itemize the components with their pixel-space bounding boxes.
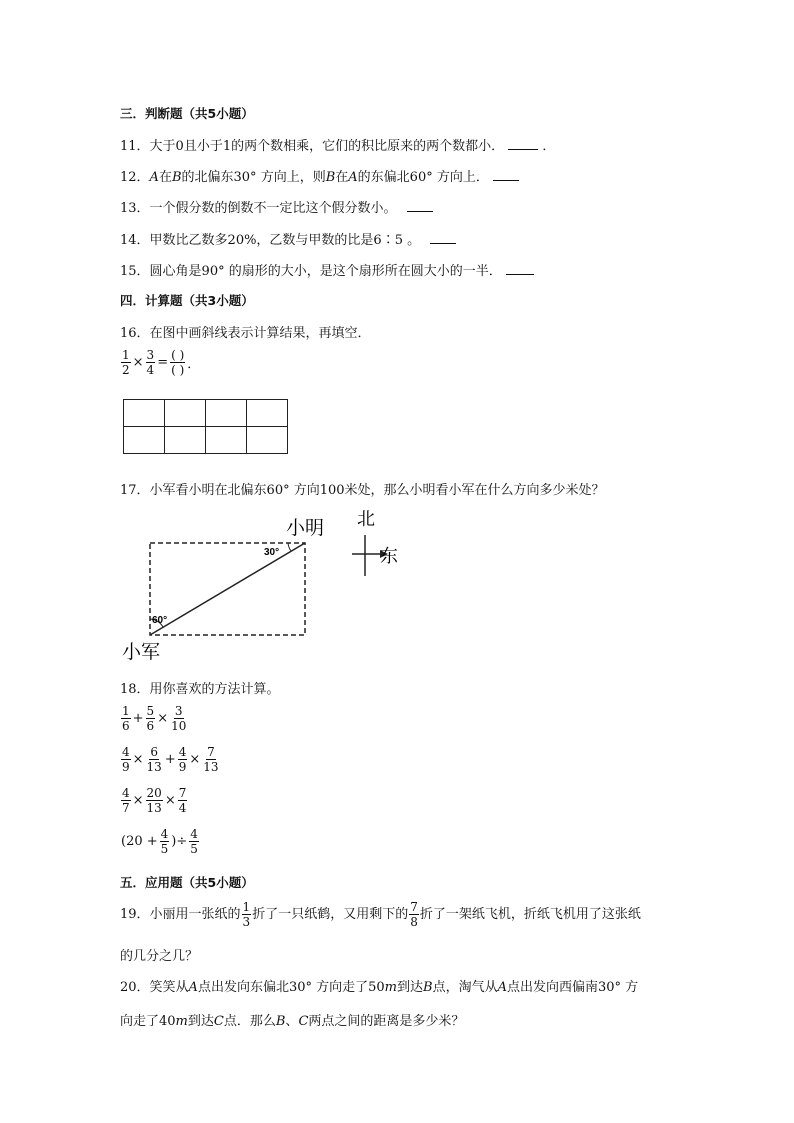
section-3-title: 三．判断题（共5小题）: [120, 106, 254, 121]
operator: +: [132, 711, 144, 726]
question-11-text: 11．大于0且小于1的两个数相乘，它们的积比原来的两个数都小．: [120, 139, 505, 154]
question-11-tail: ．: [542, 139, 556, 154]
q20-point-c: C: [213, 1014, 224, 1029]
question-11: [120, 135, 555, 154]
fraction: [146, 704, 156, 733]
angle-label-bottom: 60°: [152, 615, 168, 626]
question-19: [120, 900, 641, 929]
q20-point-a: A: [188, 980, 198, 995]
answer-blank-14[interactable]: [430, 231, 456, 244]
numerator: 4: [190, 827, 198, 841]
numerator: 7: [178, 786, 187, 800]
denominator: 4: [146, 363, 155, 377]
numerator: 4: [178, 745, 187, 759]
question-13-text: 13．一个假分数的倒数不一定比这个假分数小。: [120, 201, 397, 216]
q20-unit: m: [384, 980, 397, 995]
numerator: 6: [150, 745, 158, 759]
denominator: 13: [146, 801, 162, 815]
numerator: 1: [122, 704, 130, 718]
shading-grid: [123, 399, 288, 454]
fraction: [146, 745, 163, 774]
denominator: 4: [178, 801, 187, 815]
question-18-text: 18．用你喜欢的方法计算。: [120, 682, 280, 697]
q20-point-b: B: [275, 1014, 286, 1029]
denominator: 8: [410, 915, 418, 929]
answer-blank-13[interactable]: [407, 199, 433, 212]
q20-point-a: A: [497, 980, 507, 995]
question-13: [120, 197, 433, 216]
q20-unit: m: [175, 1014, 188, 1029]
operator: (20 +: [121, 834, 158, 849]
operator: =: [157, 355, 169, 370]
denominator: 13: [203, 760, 219, 774]
connecting-line: [150, 543, 305, 635]
q20-part: 、: [285, 1014, 299, 1029]
q20-part: 点出发向西偏南30° 方: [506, 980, 639, 995]
q12-part: 的北偏东30° 方向上，则: [181, 170, 326, 185]
denominator: 6: [146, 719, 155, 733]
fraction: [189, 827, 199, 856]
direction-diagram: [118, 505, 418, 665]
q12-part: 在: [158, 170, 172, 185]
q20-point-c: C: [298, 1014, 309, 1029]
expression-4: [120, 827, 200, 856]
q12-point-b: B: [325, 170, 336, 185]
q20-point-b: B: [423, 980, 433, 995]
grid-cell[interactable]: [206, 427, 247, 454]
numerator: 1: [122, 348, 130, 362]
fraction: [178, 786, 188, 815]
answer-blank-11[interactable]: [508, 137, 538, 150]
fraction: [146, 786, 163, 815]
q19-part: 19．小丽用一张纸的: [120, 907, 241, 922]
numerator: 20: [146, 786, 162, 800]
q12-part: 在: [335, 170, 349, 185]
question-15-text: 15．圆心角是90° 的扇形的大小，是这个扇形所在圆大小的一半．: [120, 264, 502, 279]
answer-denominator[interactable]: ( ): [171, 363, 185, 377]
q19-part: 折了一只纸鹤，又用剩下的: [252, 907, 409, 922]
denominator: 3: [242, 915, 251, 929]
section-4-title: 四．计算题（共3小题）: [120, 293, 254, 308]
numerator: 7: [207, 745, 215, 759]
question-16-expression: [120, 348, 201, 377]
denominator: 7: [122, 801, 130, 815]
q12-part: 的东偏北60° 方向上．: [357, 170, 489, 185]
denominator: 10: [171, 719, 187, 733]
numerator: 4: [122, 786, 130, 800]
numerator: 7: [410, 900, 418, 914]
label-xiaojun: 小军: [122, 641, 161, 663]
fraction: [202, 745, 219, 774]
question-15: [120, 260, 534, 279]
fraction: [121, 745, 131, 774]
question-16-text: 16．在图中画斜线表示计算结果，再填空．: [120, 326, 371, 341]
q12-point-b: B: [171, 170, 182, 185]
question-17-text: 17．小军看小明在北偏东60° 方向100米处，那么小明看小军在什么方向多少米处？: [120, 483, 605, 498]
q20-part: 点．那么: [223, 1014, 276, 1029]
question-14: [120, 229, 456, 248]
fraction: [121, 704, 131, 733]
denominator: 9: [178, 760, 187, 774]
q20-part: 两点之间的距离是多少米？: [308, 1014, 465, 1029]
numerator: 1: [242, 900, 251, 914]
answer-fraction[interactable]: [170, 348, 185, 377]
grid-cell[interactable]: [124, 427, 165, 454]
operator: )÷: [171, 834, 188, 849]
answer-blank-15[interactable]: [506, 262, 534, 275]
numerator: 5: [146, 704, 155, 718]
question-19-line-2: 的几分之几？: [120, 949, 199, 964]
compass-east-label: 东: [380, 546, 398, 567]
q19-part: 折了一架纸飞机，折纸飞机用了这张纸: [419, 907, 641, 922]
expression-3: [120, 786, 188, 815]
angle-arc-top: [288, 543, 291, 551]
operator: ×: [132, 793, 144, 808]
grid-cell[interactable]: [165, 400, 206, 427]
denominator: 5: [160, 842, 169, 856]
answer-numerator[interactable]: ( ): [171, 348, 185, 362]
compass-icon: [352, 509, 398, 576]
denominator: 9: [122, 760, 130, 774]
grid-cell[interactable]: [124, 400, 165, 427]
q12-point-a: A: [149, 170, 159, 185]
q20-part: 20．笑笑从: [120, 980, 189, 995]
angle-label-top: 30°: [264, 547, 280, 558]
denominator: 13: [146, 760, 162, 774]
question-20-line-1: [120, 976, 638, 995]
grid-cell[interactable]: [206, 400, 247, 427]
question-14-text: 14．甲数比乙数多20%，乙数与甲数的比是6∶5 。: [120, 233, 421, 248]
expression-1: [120, 704, 188, 733]
fraction: [121, 348, 131, 377]
fraction: [170, 704, 187, 733]
operator: +: [164, 752, 176, 767]
numerator: 4: [122, 745, 130, 759]
q20-part: 向走了40: [120, 1014, 176, 1029]
fraction: [409, 900, 419, 929]
numerator: 4: [160, 827, 169, 841]
fraction: [121, 786, 131, 815]
operator: ×: [164, 793, 176, 808]
q20-part: 点出发向东偏北30° 方向走了50: [197, 980, 385, 995]
operator: ×: [132, 355, 144, 370]
label-xiaoming: 小明: [286, 517, 325, 539]
expression-2: [120, 745, 221, 774]
numerator: 3: [174, 704, 183, 718]
period: ．: [187, 357, 201, 372]
denominator: 6: [122, 719, 130, 733]
operator: ×: [132, 752, 144, 767]
fraction: [178, 745, 188, 774]
q20-part: 到达: [187, 1014, 214, 1029]
fraction: [242, 900, 252, 929]
q12-part: 12．: [120, 170, 150, 185]
numerator: 3: [146, 348, 155, 362]
compass-north-label: 北: [357, 509, 375, 530]
answer-blank-12[interactable]: [493, 168, 519, 181]
denominator: 2: [122, 363, 130, 377]
section-5-title: 五．应用题（共5小题）: [120, 875, 254, 890]
q20-part: 到达: [396, 980, 423, 995]
operator: ×: [189, 752, 201, 767]
grid-cell[interactable]: [165, 427, 206, 454]
fraction: [146, 348, 156, 377]
q12-point-a: A: [348, 170, 358, 185]
denominator: 5: [190, 842, 198, 856]
grid-cell[interactable]: [247, 400, 288, 427]
operator: ×: [157, 711, 169, 726]
question-12: [120, 166, 519, 185]
question-20-line-2: [120, 1010, 464, 1029]
q20-part: 点，淘气从: [432, 980, 498, 995]
grid-cell[interactable]: [247, 427, 288, 454]
fraction: [160, 827, 170, 856]
